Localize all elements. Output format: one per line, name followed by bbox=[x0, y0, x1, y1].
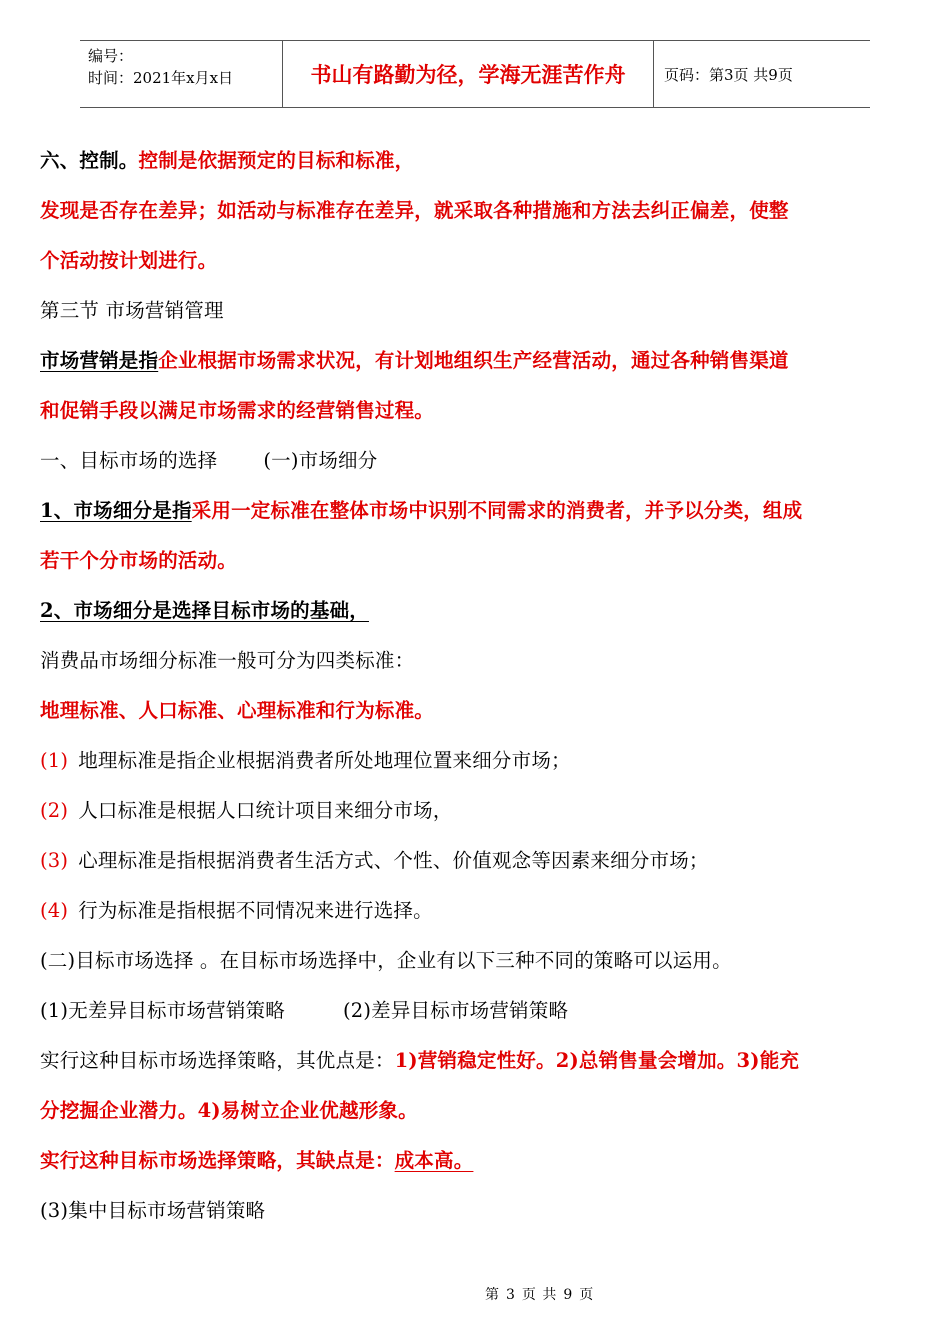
list-item-number: (3) bbox=[40, 849, 69, 872]
list-item bbox=[40, 841, 910, 881]
list-item bbox=[40, 791, 910, 831]
list-item-number: (4) bbox=[40, 899, 69, 922]
advantages-text: 1)营销稳定性好。2)总销售量会增加。3)能充 bbox=[394, 1049, 800, 1072]
paragraph-line: 和促销手段以满足市场需求的经营销售过程。 bbox=[40, 399, 435, 422]
paragraph-line: 消费品市场细分标准一般可分为四类标准： bbox=[40, 649, 415, 672]
segmentation-definition-line bbox=[40, 491, 910, 531]
disadvantages-line bbox=[40, 1141, 910, 1181]
header-table bbox=[80, 40, 870, 108]
strategy-concentrated: (3)集中目标市场营销策略 bbox=[40, 1199, 266, 1222]
strategy-line bbox=[40, 991, 910, 1031]
segmentation-term: 1、市场细分是指 bbox=[40, 499, 192, 522]
subsection-heading: 一、目标市场的选择 bbox=[40, 449, 218, 472]
segmentation-basis: 2、市场细分是选择目标市场的基础， bbox=[40, 599, 369, 622]
advantages-label: 实行这种目标市场选择策略，其优点是： bbox=[40, 1049, 395, 1072]
advantages-line bbox=[40, 1041, 910, 1081]
header-page-info: 页码：第3页 共9页 bbox=[664, 65, 793, 84]
list-item bbox=[40, 891, 910, 931]
header-meta-cell bbox=[80, 41, 282, 107]
marketing-definition-line bbox=[40, 341, 910, 381]
footer-prefix: 第 bbox=[485, 1287, 500, 1303]
page-footer bbox=[0, 1284, 950, 1304]
header-motto: 书山有路勤为径，学海无涯苦作舟 bbox=[282, 41, 654, 107]
footer-page-number: 3 bbox=[506, 1287, 516, 1303]
section-heading: 第三节 市场营销管理 bbox=[40, 299, 224, 322]
list-item bbox=[40, 741, 910, 781]
four-standards: 地理标准、人口标准、心理标准和行为标准。 bbox=[40, 699, 435, 722]
footer-suffix: 页 bbox=[579, 1287, 595, 1303]
paragraph-line: (二)目标市场选择 。在目标市场选择中，企业有以下三种不同的策略可以运用。 bbox=[40, 949, 732, 972]
control-definition: 控制是依据预定的目标和标准， bbox=[138, 149, 415, 172]
section-control-line bbox=[40, 141, 910, 181]
footer-middle: 页 共 bbox=[521, 1287, 558, 1303]
marketing-term: 市场营销是指 bbox=[40, 349, 159, 372]
disadvantages-label: 实行这种目标市场选择策略，其缺点是： bbox=[40, 1149, 395, 1172]
disadvantages-text: 成本高。 bbox=[394, 1149, 474, 1172]
list-item-number: (1) bbox=[40, 749, 69, 772]
section-control-heading: 六、控制。 bbox=[40, 149, 139, 172]
document-number-label: 编号： bbox=[88, 47, 134, 65]
paragraph-line: 若干个分市场的活动。 bbox=[40, 549, 238, 572]
paragraph-line: 发现是否存在差异；如活动与标准存在差异，就采取各种措施和方法去纠正偏差，使整 bbox=[40, 199, 789, 222]
paragraph-line: 分挖掘企业潜力。4)易树立企业优越形象。 bbox=[40, 1099, 418, 1122]
subsection-heading-line bbox=[40, 441, 910, 481]
marketing-definition: 企业根据市场需求状况，有计划地组织生产经营活动，通过各种销售渠道 bbox=[158, 349, 789, 372]
subsection-subheading: (一)市场细分 bbox=[263, 449, 378, 472]
segmentation-definition: 采用一定标准在整体市场中识别不同需求的消费者，并予以分类，组成 bbox=[191, 499, 803, 522]
list-item-number: (2) bbox=[40, 799, 69, 822]
list-item-text: 行为标准是指根据不同情况来进行选择。 bbox=[78, 899, 433, 922]
list-item-text: 地理标准是指企业根据消费者所处地理位置来细分市场； bbox=[78, 749, 571, 772]
list-item-text: 人口标准是根据人口统计项目来细分市场， bbox=[78, 799, 453, 822]
strategy-undifferentiated: (1)无差异目标市场营销策略 bbox=[40, 999, 285, 1022]
list-item-text: 心理标准是指根据消费者生活方式、个性、价值观念等因素来细分市场； bbox=[78, 849, 709, 872]
footer-total-pages: 9 bbox=[563, 1287, 574, 1303]
strategy-differentiated: (2)差异目标市场营销策略 bbox=[342, 999, 569, 1022]
document-time-label: 时间：2021年x月x日 bbox=[88, 69, 234, 87]
paragraph-line: 个活动按计划进行。 bbox=[40, 249, 218, 272]
